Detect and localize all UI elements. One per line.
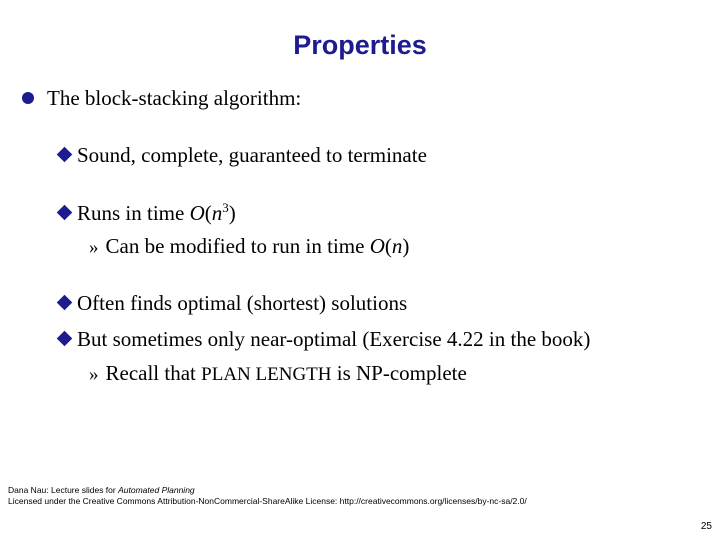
chevron-bullet-icon: » xyxy=(89,364,99,385)
bullet-text: The block-stacking algorithm: xyxy=(47,86,302,110)
sub-sub-bullet-modified xyxy=(89,234,409,259)
sub-bullet-text: Often finds optimal (shortest) solutions xyxy=(77,291,408,315)
sub-bullet-runtime xyxy=(56,200,236,226)
slide-title: Properties xyxy=(293,30,427,60)
sub-bullet-near-optimal xyxy=(56,327,590,352)
bullet-algorithm xyxy=(22,86,301,111)
sub-sub-bullet-np-complete xyxy=(89,361,467,386)
sub-bullet-optimal xyxy=(56,291,407,316)
sub-bullet-sound xyxy=(56,143,427,168)
sub-sub-bullet-text: Recall that PLAN LENGTH is NP-complete xyxy=(105,361,467,385)
sub-bullet-text: Runs in time $O(n^3)$ xyxy=(77,200,236,225)
chevron-bullet-icon: » xyxy=(89,237,99,258)
footer-credit: Dana Nau: Lecture slides for Automated Planning xyxy=(8,485,195,495)
diamond-bullet-icon xyxy=(57,147,73,163)
sub-bullet-text: Sound, complete, guaranteed to terminate xyxy=(77,143,427,167)
diamond-bullet-icon xyxy=(57,295,73,311)
diamond-bullet-icon xyxy=(57,205,73,221)
footer-license: Licensed under the Creative Commons Attribution-NonCommercial-ShareAlike License: http://creativecommons.org/licenses/by-nc-sa/2.0/ xyxy=(8,496,527,506)
page-number: 25 xyxy=(700,521,712,532)
sub-bullet-text: But sometimes only near-optimal (Exercise 4.22 in the book) xyxy=(77,327,591,351)
diamond-bullet-icon xyxy=(57,331,73,347)
sub-sub-bullet-text: Can be modified to run in time O(n) xyxy=(105,234,410,258)
round-bullet-icon xyxy=(22,92,34,104)
slide-footer xyxy=(8,485,527,507)
